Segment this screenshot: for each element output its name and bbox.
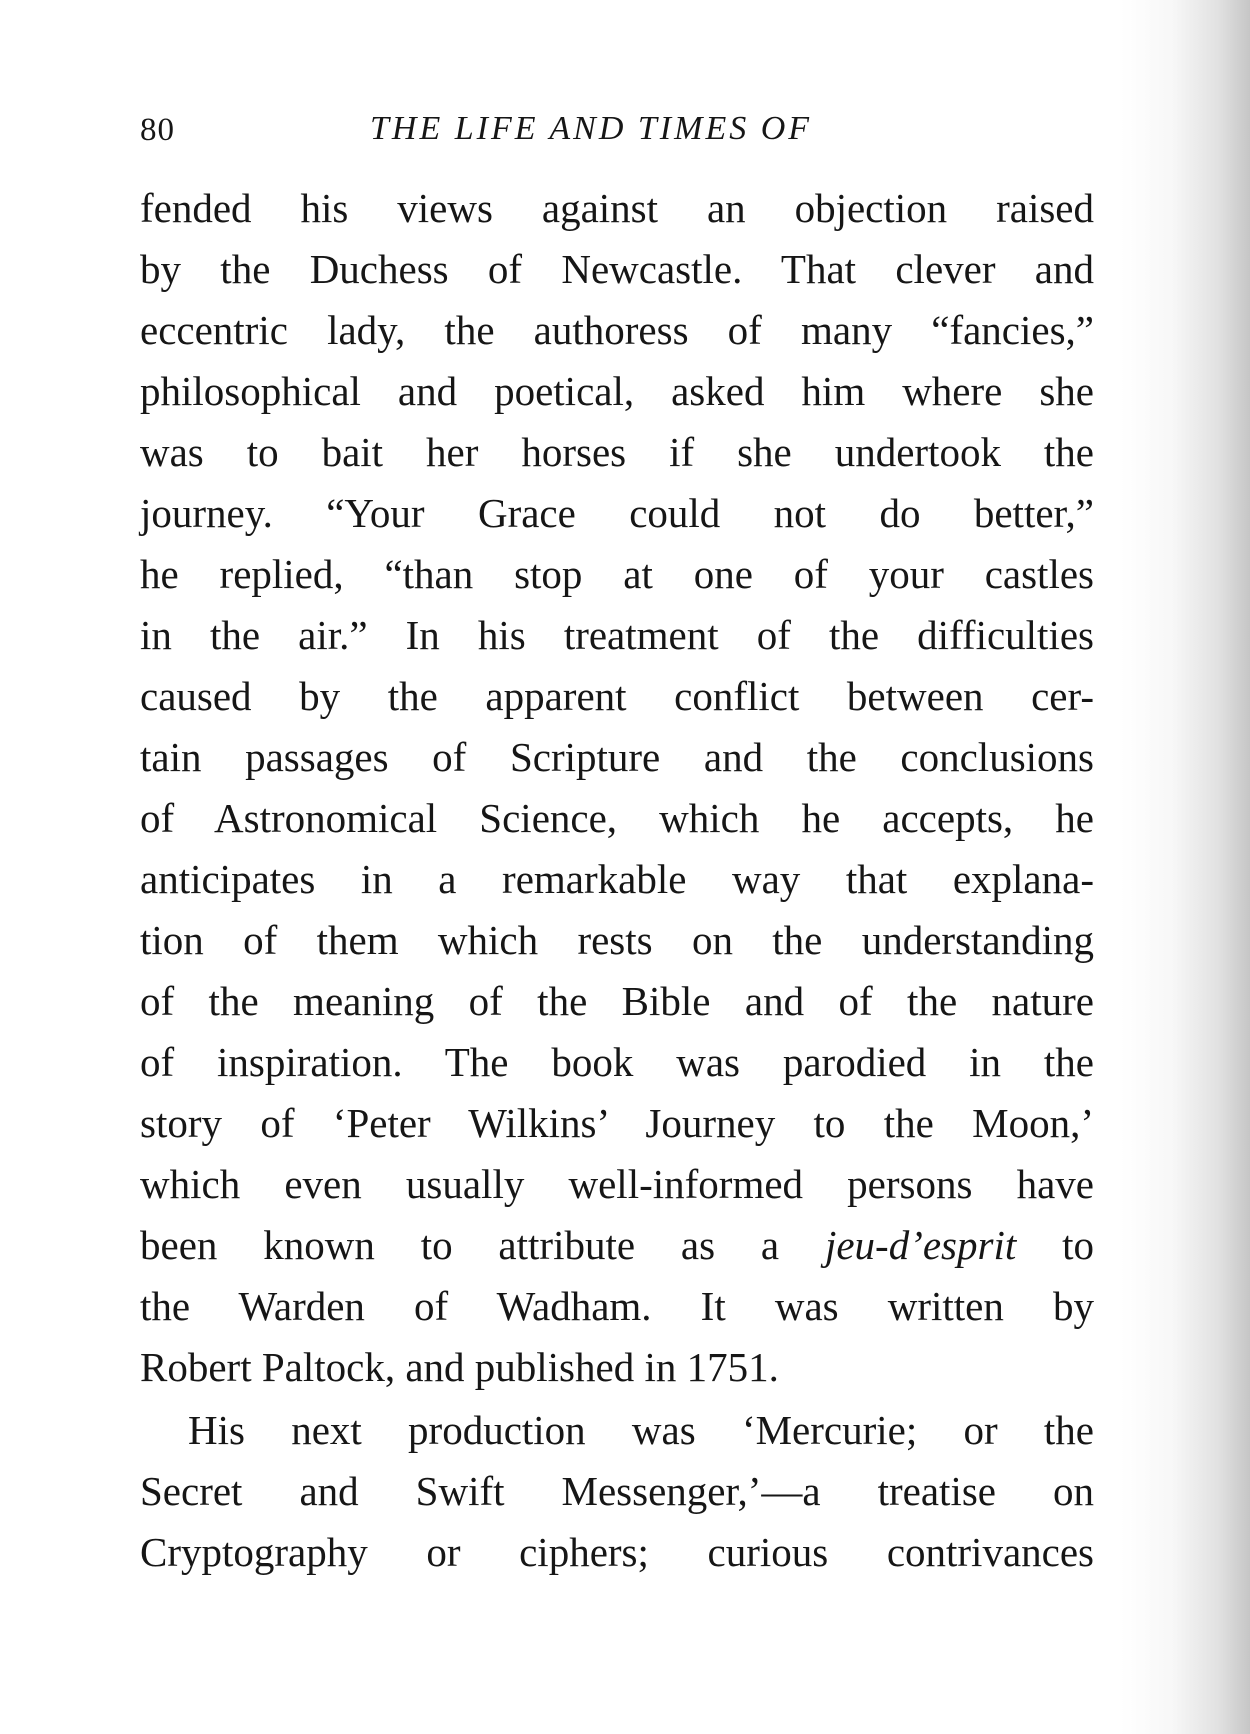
text-line: Secret and Swift Messenger,’—a treatise on	[140, 1468, 1094, 1514]
page-number: 80	[140, 112, 175, 148]
text-line: tion of them which rests on the understanding	[140, 917, 1094, 963]
paragraph-1	[140, 178, 1094, 1398]
text-line-with-italic	[140, 1215, 1094, 1276]
text-line: fended his views against an objection raised	[140, 185, 1094, 231]
text-line: was to bait her horses if she undertook the	[140, 429, 1094, 475]
italic-phrase: jeu-d’esprit	[824, 1222, 1017, 1268]
text-line: which even usually well-informed persons have	[140, 1161, 1094, 1207]
text-fragment: been known to attribute as a	[140, 1222, 780, 1268]
text-line: the Warden of Wadham. It was written by	[140, 1283, 1094, 1329]
page-edge-shadow	[1120, 0, 1250, 1734]
text-line: philosophical and poetical, asked him where she	[140, 368, 1094, 414]
text-fragment: to	[1062, 1222, 1095, 1268]
body-text	[140, 178, 1094, 1583]
text-line: Cryptography or ciphers; curious contrivances	[140, 1529, 1094, 1575]
text-line: of inspiration. The book was parodied in the	[140, 1039, 1094, 1085]
paragraph-2	[140, 1400, 1094, 1583]
text-line-last: Robert Paltock, and published in 1751.	[140, 1344, 779, 1390]
text-line: anticipates in a remarkable way that explana-	[140, 856, 1094, 902]
text-line: His next production was ‘Mercurie; or the	[188, 1407, 1094, 1453]
text-line: by the Duchess of Newcastle. That clever and	[140, 246, 1094, 292]
text-line: caused by the apparent conflict between cer-	[140, 673, 1094, 719]
text-line: journey. “Your Grace could not do better,”	[140, 490, 1094, 536]
running-title: THE LIFE AND TIMES OF	[370, 110, 813, 147]
text-line: eccentric lady, the authoress of many “fancies,”	[140, 307, 1094, 353]
text-line: of the meaning of the Bible and of the nature	[140, 978, 1094, 1024]
text-line: he replied, “than stop at one of your castles	[140, 551, 1094, 597]
text-line: story of ‘Peter Wilkins’ Journey to the Moon,’	[140, 1100, 1094, 1146]
text-line: tain passages of Scripture and the conclusions	[140, 734, 1094, 780]
running-head	[140, 110, 1100, 160]
text-line: of Astronomical Science, which he accepts, he	[140, 795, 1094, 841]
text-line: in the air.” In his treatment of the difficulties	[140, 612, 1094, 658]
